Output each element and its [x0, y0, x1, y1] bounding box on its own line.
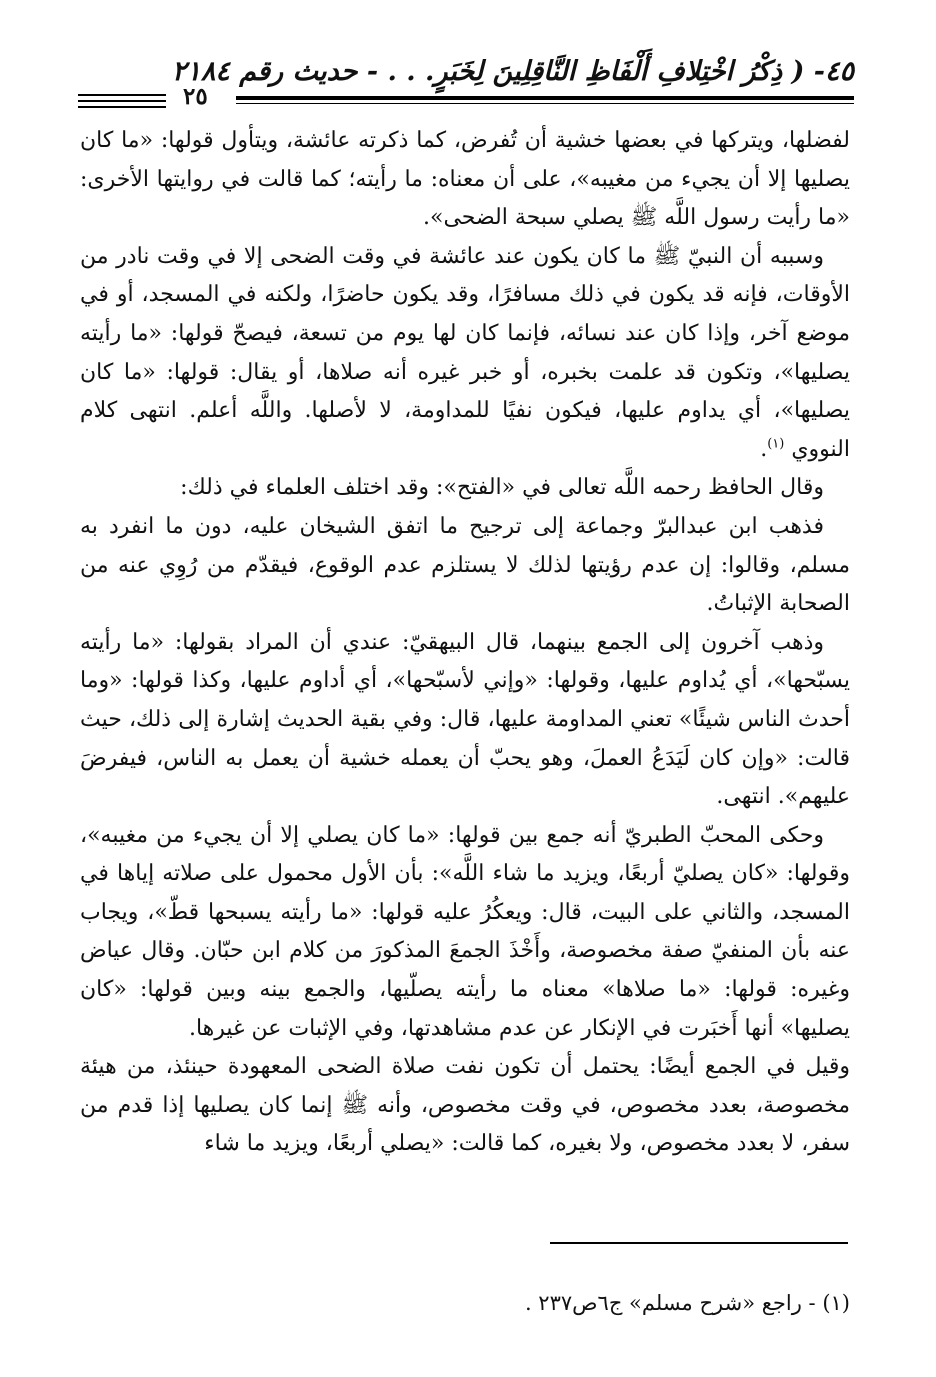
paragraph-text: وسببه أن النبيّ ﷺ ما كان يكون عند عائشة في وقت الضحى إلا في وقت نادر من الأوقات، فإنه قد يكون في ذلك مسافرًا، وقد يكون حاضرًا، ولكنه في المسجد، أو في موضع آخر، وإذا كان عند نسائه، فإنما كان لها يوم من تسعة، فيصحّ قولها: «ما رأيته يصليها»، وتكون قد علمت بخبره، أو خبر غيره أنه صلاها، أو يقال: قولها: «ما كان يصليها»، أي يداوم عليها، فيكون نفيًا للمداومة، لا لأصلها. واللَّه أعلم. انتهى كلام النووي: [80, 243, 850, 462]
paragraph: فذهب ابن عبدالبرّ وجماعة إلى ترجيح ما اتفق الشيخان عليه، دون ما انفرد به مسلم، وقالوا: إن عدم رؤيتها لذلك لا يستلزم عدم الوقوع، فيقدّم من رُوِي عنه من الصحابة الإثباتُ.: [80, 513, 850, 617]
header-rule-thick: [236, 96, 854, 100]
running-title: ٤٥- ( ذِكْرُ اخْتِلافِ أَلْفَاظِ النَّاقِلِينَ لِخَبَرٍ. . . - حديث رقم ٢١٨٤: [171, 56, 854, 87]
paragraph: وحكى المحبّ الطبريّ أنه جمع بين قولها: «ما كان يصلي إلا أن يجيء من مغيبه»، وقولها: «كان يصليّ أربعًا، ويزيد ما شاء اللَّه»: بأن الأول محمول على صلاته إياها في المسجد، والثاني على البيت، قال: ويعكُرُ عليه قولها: «ما رأيته يسبحها قطّ»، ويجاب عنه بأن المنفيّ صفة مخصوصة، وأَخْذَ الجمعَ المذكورَ من كلام ابن حبّان. وقال عياض وغيره: قولها: «ما صلاها» معناه ما رأيته يصلّيها، والجمع بينه وبين قولها: «كان يصليها» أنها أَخبَرت في الإنكار عن عدم مشاهدتها، وفي الإثبات عن غيرها.: [80, 822, 850, 1041]
header-rule-left: [78, 94, 166, 96]
header-rule-left: [78, 100, 166, 102]
header-rule-thin: [236, 103, 854, 104]
paragraph: وقال الحافظ رحمه اللَّه تعالى في «الفتح»: وقد اختلف العلماء في ذلك:: [180, 475, 824, 501]
paragraph: وسببه أن النبيّ ﷺ ما كان يكون عند عائشة في وقت الضحى إلا في وقت نادر من الأوقات، فإنه قد يكون في ذلك مسافرًا، وقد يكون حاضرًا، ولكنه في المسجد، أو في موضع آخر، وإذا كان عند نسائه، فإنما كان لها يوم من تسعة، فيصحّ قولها: «ما رأيته يصليها»، وتكون قد علمت بخبره، أو خبر غيره أنه صلاها، أو يقال: قولها: «ما كان يصليها»، أي يداوم عليها، فيكون نفيًا للمداومة، لا لأصلها. واللَّه أعلم. انتهى كلام النووي $^{(١)}$.: [80, 243, 850, 462]
paragraph: وذهب آخرون إلى الجمع بينهما، قال البيهقيّ: عندي أن المراد بقولها: «ما رأيته يسبّحها»، أي يُداوم عليها، وقولها: «وإني لأسبّحها»، أي أداوم عليها، وكذا قولها: «وما أحدث الناس شيئًا» تعني المداومة عليها، قال: وفي بقية الحديث إشارة إلى ذلك، حيث قالت: «وإن كان لَيَدَعُ العملَ، وهو يحبّ أن يعمله خشية أن يعمل به الناس، فيفرضَ عليهم». انتهى.: [80, 629, 850, 810]
footnote-marker: (١): [767, 436, 785, 452]
paragraph: لفضلها، ويتركها في بعضها خشية أن تُفرض، كما ذكرته عائشة، ويتأول قولها: «ما كان يصليها إلا أن يجيء من مغيبه»، على أن معناه: ما رأيته؛ كما قالت في روايتها الأخرى: «ما رأيت رسول اللَّه ﷺ يصلي سبحة الضحى».: [80, 128, 850, 231]
main-text: [80, 122, 850, 1164]
paragraph: وقيل في الجمع أيضًا: يحتمل أن تكون نفت صلاة الضحى المعهودة حينئذ، من هيئة مخصوصة، بعدد مخصوص، في وقت مخصوص، وأنه ﷺ إنما كان يصليها إذا قدم من سفر، لا بعدد مخصوص، ولا بغيره، كما قالت: «يصلي أربعًا، ويزيد ما شاء: [80, 1054, 850, 1157]
footnote-separator: [550, 1242, 848, 1244]
header-rule-left: [78, 106, 166, 108]
footnote: (١) - راجع «شرح مسلم» ج٦ص٢٣٧ .: [524, 1291, 850, 1315]
page-header: [78, 52, 854, 110]
page-number: ٢٥: [183, 83, 208, 110]
